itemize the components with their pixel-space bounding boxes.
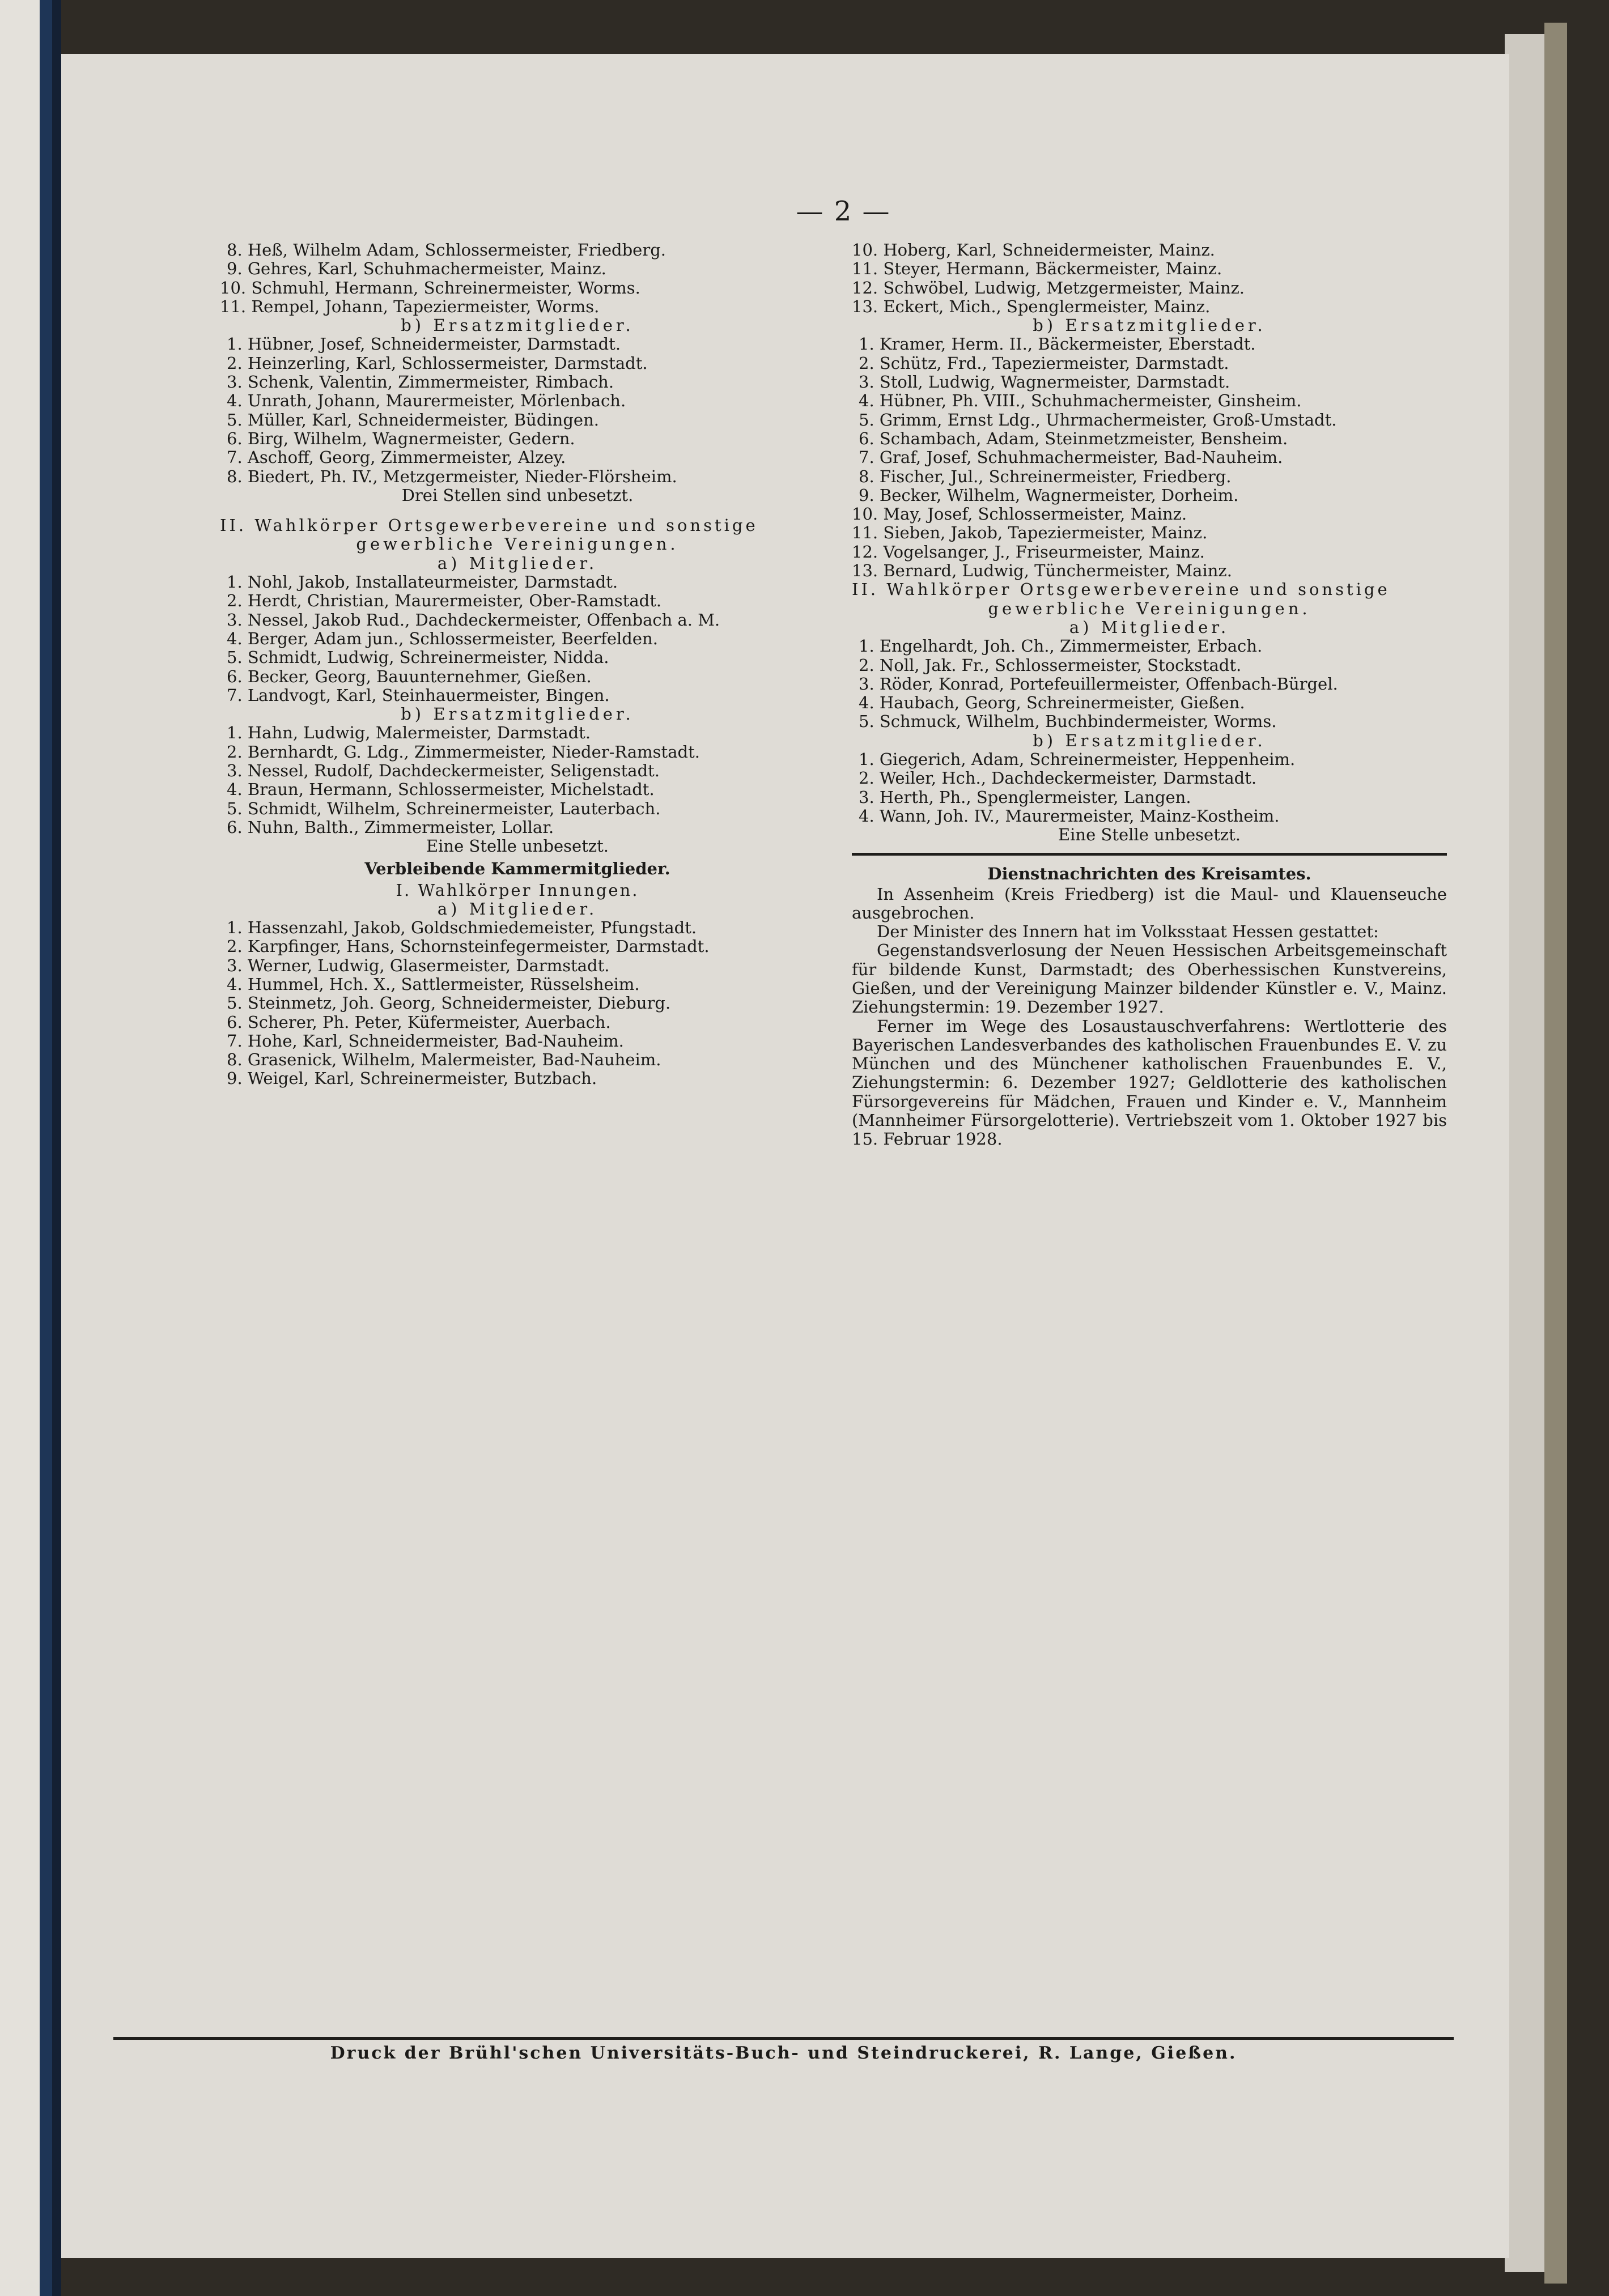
list-item: 3. Herth, Ph., Spenglermeister, Langen.: [859, 787, 1191, 807]
list-item: 2. Karpfinger, Hans, Schornsteinfegermeister, Darmstadt.: [227, 937, 710, 956]
list-item: 1. Engelhardt, Joh. Ch., Zimmermeister, Erbach.: [859, 636, 1263, 656]
right-column: [852, 241, 1447, 1149]
list-item: 8. Heß, Wilhelm Adam, Schlossermeister, Friedberg.: [227, 240, 666, 260]
news-paragraph: Ferner im Wege des Losaustauschverfahrens: Wertlotterie des Bayerischen Landesverbandes des katholischen Frauenbundes E. V. zu München und des Münchener katholischen Frauenbundes E. V., Ziehungstermin: 6. Dezember 1927; Geldlotterie des katholischen Fürsorgevereins für Mädchen, Frauen und Kinder e. V., Mannheim (Mannheimer Fürsorgelotterie). Vertriebszeit vom 1. Oktober 1927 bis 15. Februar 1928.: [852, 1016, 1447, 1149]
list-item: 3. Nessel, Jakob Rud., Dachdeckermeister, Offenbach a. M.: [227, 610, 720, 630]
news-paragraph: In Assenheim (Kreis Friedberg) ist die Maul- und Klauenseuche ausgebrochen.: [852, 884, 1447, 922]
section-heading: I. Wahlkörper Innungen.: [396, 880, 639, 900]
footer-divider: [113, 2037, 1454, 2040]
list-item: 11. Rempel, Johann, Tapeziermeister, Worms.: [220, 296, 600, 316]
section-heading: a) Mitglieder.: [437, 899, 598, 919]
left-column: [220, 241, 815, 1089]
section-heading: b) Ersatzmitglieder.: [401, 316, 634, 335]
list-item: 11. Sieben, Jakob, Tapeziermeister, Mainz.: [852, 523, 1208, 543]
list-item: 6. Schambach, Adam, Steinmetzmeister, Bensheim.: [859, 428, 1288, 448]
list-item: 9. Becker, Wilhelm, Wagnermeister, Dorheim.: [859, 485, 1239, 505]
list-item: 13. Eckert, Mich., Spenglermeister, Mainz.: [852, 296, 1211, 316]
list-item: 2. Noll, Jak. Fr., Schlossermeister, Stockstadt.: [859, 655, 1242, 675]
section-heading: gewerbliche Vereinigungen.: [988, 598, 1311, 618]
list-item: 8. Fischer, Jul., Schreinermeister, Friedberg.: [859, 466, 1232, 486]
section-title: Verbleibende Kammermitglieder.: [364, 858, 670, 878]
list-item: 5. Steinmetz, Joh. Georg, Schneidermeister, Dieburg.: [227, 993, 671, 1013]
section-heading: a) Mitglieder.: [437, 553, 598, 573]
printer-imprint: Druck der Brühl'schen Universitäts-Buch- und Steindruckerei, R. Lange, Gießen.: [330, 2043, 1237, 2063]
list-item: 7. Hohe, Karl, Schneidermeister, Bad-Nauheim.: [227, 1031, 624, 1051]
list-item: 4. Unrath, Johann, Maurermeister, Mörlenbach.: [227, 391, 626, 411]
list-item: 2. Heinzerling, Karl, Schlossermeister, Darmstadt.: [227, 353, 648, 373]
list-item: 13. Bernard, Ludwig, Tünchermeister, Mainz.: [852, 561, 1232, 581]
list-item: 2. Schütz, Frd., Tapeziermeister, Darmstadt.: [859, 353, 1229, 373]
list-item: 5. Schmidt, Wilhelm, Schreinermeister, Lauterbach.: [227, 798, 661, 818]
news-heading: Dienstnachrichten des Kreisamtes.: [987, 864, 1311, 883]
document-page: [61, 54, 1509, 2258]
list-item: 6. Nuhn, Balth., Zimmermeister, Lollar.: [227, 817, 554, 837]
section-heading: gewerbliche Vereinigungen.: [356, 534, 679, 554]
list-item: 2. Bernhardt, G. Ldg., Zimmermeister, Nieder-Ramstadt.: [227, 742, 700, 762]
note-text: Eine Stelle unbesetzt.: [1058, 825, 1241, 845]
list-item: 7. Graf, Josef, Schuhmachermeister, Bad-Nauheim.: [859, 448, 1283, 467]
list-item: 5. Schmidt, Ludwig, Schreinermeister, Nidda.: [227, 648, 609, 667]
list-item: 9. Gehres, Karl, Schuhmachermeister, Mainz.: [227, 259, 606, 279]
news-paragraph: Gegenstandsverlosung der Neuen Hessischen Arbeitsgemeinschaft für bildende Kunst, Darmstadt; des Oberhessischen Kunstvereins, Gießen, und der Vereinigung Mainzer bildender Künstler e. V., Mainz. Ziehungstermin: 19. Dezember 1927.: [852, 941, 1447, 1017]
section-heading: b) Ersatzmitglieder.: [401, 704, 634, 724]
list-item: 6. Scherer, Ph. Peter, Küfermeister, Auerbach.: [227, 1012, 611, 1032]
list-item: 4. Hübner, Ph. VIII., Schuhmachermeister, Ginsheim.: [859, 391, 1302, 411]
list-item: 3. Werner, Ludwig, Glasermeister, Darmstadt.: [227, 955, 610, 975]
section-heading: II. Wahlkörper Ortsgewerbevereine und sonstige: [852, 580, 1390, 599]
list-item: 2. Weiler, Hch., Dachdeckermeister, Darmstadt.: [859, 768, 1257, 788]
list-item: 4. Braun, Hermann, Schlossermeister, Michelstadt.: [227, 780, 655, 800]
note-text: Eine Stelle unbesetzt.: [426, 836, 609, 856]
list-item: 4. Haubach, Georg, Schreinermeister, Gießen.: [859, 693, 1245, 713]
list-item: 8. Grasenick, Wilhelm, Malermeister, Bad-Nauheim.: [227, 1050, 661, 1070]
list-item: 10. Schmuhl, Hermann, Schreinermeister, Worms.: [220, 278, 640, 297]
list-item: 3. Schenk, Valentin, Zimmermeister, Rimbach.: [227, 372, 614, 392]
list-item: 1. Hübner, Josef, Schneidermeister, Darmstadt.: [227, 334, 621, 354]
list-item: 10. May, Josef, Schlossermeister, Mainz.: [852, 504, 1187, 524]
list-item: 4. Berger, Adam jun., Schlossermeister, Beerfelden.: [227, 628, 658, 648]
list-item: 12. Schwöbel, Ludwig, Metzgermeister, Mainz.: [852, 278, 1245, 297]
section-heading: b) Ersatzmitglieder.: [1033, 730, 1266, 750]
list-item: 7. Aschoff, Georg, Zimmermeister, Alzey.: [227, 448, 566, 467]
list-item: 12. Vogelsanger, J., Friseurmeister, Mainz.: [852, 542, 1205, 562]
list-item: 9. Weigel, Karl, Schreinermeister, Butzbach.: [227, 1069, 597, 1089]
list-item: 6. Birg, Wilhelm, Wagnermeister, Gedern.: [227, 428, 575, 448]
list-item: 1. Nohl, Jakob, Installateurmeister, Darmstadt.: [227, 572, 618, 592]
list-item: 5. Schmuck, Wilhelm, Buchbindermeister, Worms.: [859, 712, 1277, 732]
list-item: 1. Hahn, Ludwig, Malermeister, Darmstadt.: [227, 723, 591, 743]
list-item: 4. Hummel, Hch. X., Sattlermeister, Rüsselsheim.: [227, 974, 640, 994]
section-heading: a) Mitglieder.: [1069, 617, 1230, 637]
list-item: 1. Hassenzahl, Jakob, Goldschmiedemeister, Pfungstadt.: [227, 918, 697, 938]
list-item: 1. Giegerich, Adam, Schreinermeister, Heppenheim.: [859, 750, 1296, 769]
list-item: 3. Röder, Konrad, Portefeuillermeister, Offenbach-Bürgel.: [859, 674, 1338, 694]
list-item: 6. Becker, Georg, Bauunternehmer, Gießen.: [227, 666, 592, 686]
list-item: 5. Müller, Karl, Schneidermeister, Büdingen.: [227, 410, 599, 430]
list-item: 7. Landvogt, Karl, Steinhauermeister, Bingen.: [227, 685, 610, 705]
note-text: Drei Stellen sind unbesetzt.: [401, 485, 634, 505]
page-number: — 2 —: [796, 195, 891, 227]
list-item: 3. Stoll, Ludwig, Wagnermeister, Darmstadt.: [859, 372, 1230, 392]
list-item: 11. Steyer, Hermann, Bäckermeister, Mainz.: [852, 259, 1222, 279]
list-item: 5. Grimm, Ernst Ldg., Uhrmachermeister, Groß-Umstadt.: [859, 410, 1337, 430]
section-heading: b) Ersatzmitglieder.: [1033, 316, 1266, 335]
list-item: 4. Wann, Joh. IV., Maurermeister, Mainz-Kostheim.: [859, 806, 1280, 826]
list-item: 8. Biedert, Ph. IV., Metzgermeister, Nieder-Flörsheim.: [227, 466, 677, 486]
news-paragraph: Der Minister des Innern hat im Volksstaat Hessen gestattet:: [877, 922, 1379, 942]
list-item: 10. Hoberg, Karl, Schneidermeister, Mainz.: [852, 240, 1215, 260]
list-item: 2. Herdt, Christian, Maurermeister, Ober-Ramstadt.: [227, 591, 662, 611]
section-divider: [852, 853, 1447, 856]
list-item: 1. Kramer, Herm. II., Bäckermeister, Eberstadt.: [859, 334, 1256, 354]
list-item: 3. Nessel, Rudolf, Dachdeckermeister, Seligenstadt.: [227, 761, 660, 781]
section-heading: II. Wahlkörper Ortsgewerbevereine und sonstige: [220, 516, 758, 535]
